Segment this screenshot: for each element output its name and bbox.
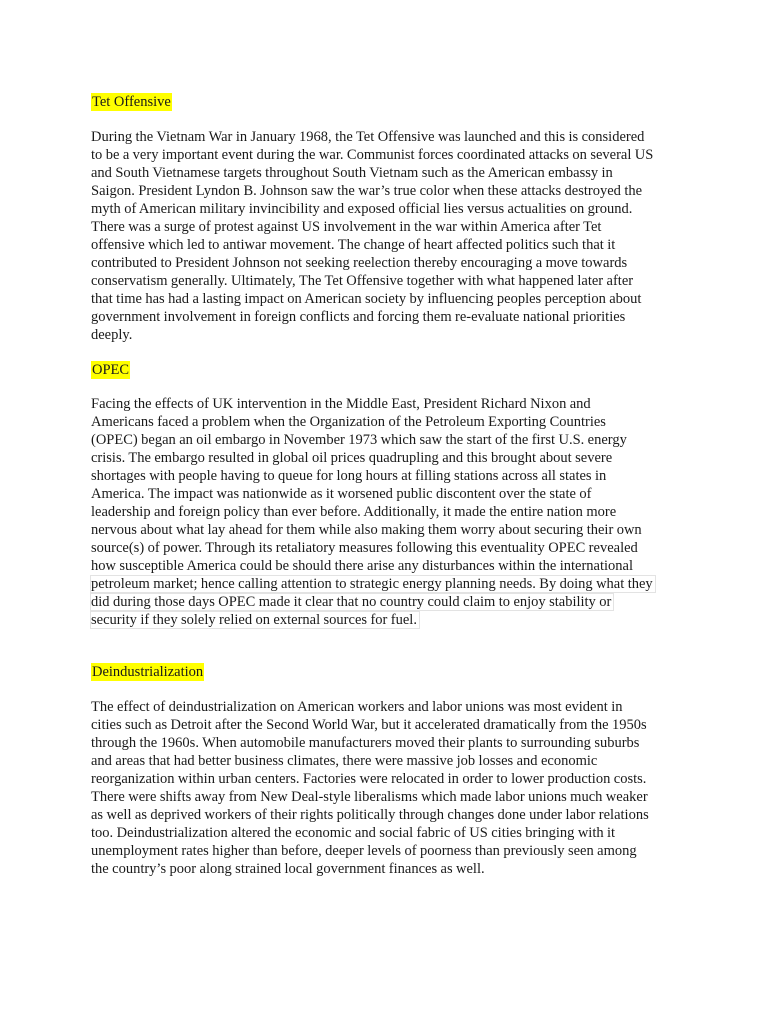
document-page xyxy=(91,93,691,878)
paragraph-tet-offensive xyxy=(91,128,691,344)
text-line: America. The impact was nationwide as it worsened public discontent over the state of xyxy=(91,486,592,502)
text-line: Americans faced a problem when the Organization of the Petroleum Exporting Countries xyxy=(91,414,606,430)
text-line: and areas that had better business climates, there were massive job losses and economic xyxy=(91,753,598,769)
text-line: leadership and foreign policy than ever before. Additionally, it made the entire nation more xyxy=(91,504,617,520)
text-line: through the 1960s. When automobile manufacturers moved their plants to surrounding suburbs xyxy=(91,735,640,751)
text-line: There was a surge of protest against US involvement in the war within America after Tet xyxy=(91,219,602,235)
boxed-text-line: petroleum market; hence calling attention to strategic energy planning needs. By doing what they xyxy=(90,575,656,593)
boxed-text-line: did during those days OPEC made it clear that no country could claim to enjoy stability or xyxy=(90,593,614,611)
text-line: Saigon. President Lyndon B. Johnson saw the war’s true color when these attacks destroyed the xyxy=(91,183,643,199)
text-line: government involvement in foreign conflicts and forcing them re-evaluate national priorities xyxy=(91,309,626,325)
text-line: unemployment rates higher than before, deeper levels of poorness than previously seen among xyxy=(91,843,637,859)
text-line: myth of American military invincibility and exposed official lies versus actualities on ground. xyxy=(91,201,633,217)
heading-deindustrialization: Deindustrialization xyxy=(92,664,204,680)
text-line: too. Deindustrialization altered the economic and social fabric of US cities bringing with it xyxy=(91,825,616,841)
text-line: source(s) of power. Through its retaliatory measures following this eventuality OPEC revealed xyxy=(91,540,638,556)
text-line: cities such as Detroit after the Second World War, but it accelerated dramatically from the 1950s xyxy=(91,717,647,733)
text-line: to be a very important event during the war. Communist forces coordinated attacks on several US xyxy=(91,147,654,163)
text-line: crisis. The embargo resulted in global oil prices quadrupling and this brought about severe xyxy=(91,450,613,466)
text-line: contributed to President Johnson not seeking reelection thereby encouraging a move towards xyxy=(91,255,628,271)
text-line: shortages with people having to queue for long hours at filling stations across all states in xyxy=(91,468,607,484)
text-line: offensive which led to antiwar movement. The change of heart affected politics such that it xyxy=(91,237,616,253)
text-line: reorganization within urban centers. Factories were relocated in order to lower production costs. xyxy=(91,771,647,787)
text-line: Facing the effects of UK intervention in the Middle East, President Richard Nixon and xyxy=(91,396,591,412)
paragraph-opec xyxy=(91,395,691,629)
text-line: and South Vietnamese targets throughout South Vietnam such as the American embassy in xyxy=(91,165,613,181)
text-line: as well as deprived workers of their rights politically through changes done under labor relations xyxy=(91,807,649,823)
text-line: the country’s poor along strained local government finances as well. xyxy=(91,861,485,877)
text-line: conservatism generally. Ultimately, The Tet Offensive together with what happened later after xyxy=(91,273,634,289)
text-line: how susceptible America could be should there arise any disturbances within the international xyxy=(91,558,634,574)
boxed-text-line: security if they solely relied on external sources for fuel. xyxy=(90,611,420,629)
paragraph-deindustrialization xyxy=(91,698,691,878)
text-line: nervous about what lay ahead for them while also making them worry about securing their own xyxy=(91,522,642,538)
text-line: The effect of deindustrialization on American workers and labor unions was most evident in xyxy=(91,699,623,715)
heading-opec: OPEC xyxy=(92,362,130,378)
text-line: (OPEC) began an oil embargo in November 1973 which saw the start of the first U.S. energy xyxy=(91,432,627,448)
text-line: deeply. xyxy=(91,327,133,343)
text-line: There were shifts away from New Deal-style liberalisms which made labor unions much weaker xyxy=(91,789,648,805)
text-line: During the Vietnam War in January 1968, the Tet Offensive was launched and this is considered xyxy=(91,129,645,145)
heading-tet-offensive: Tet Offensive xyxy=(92,94,171,110)
text-line: that time has had a lasting impact on American society by influencing peoples perception about xyxy=(91,291,642,307)
